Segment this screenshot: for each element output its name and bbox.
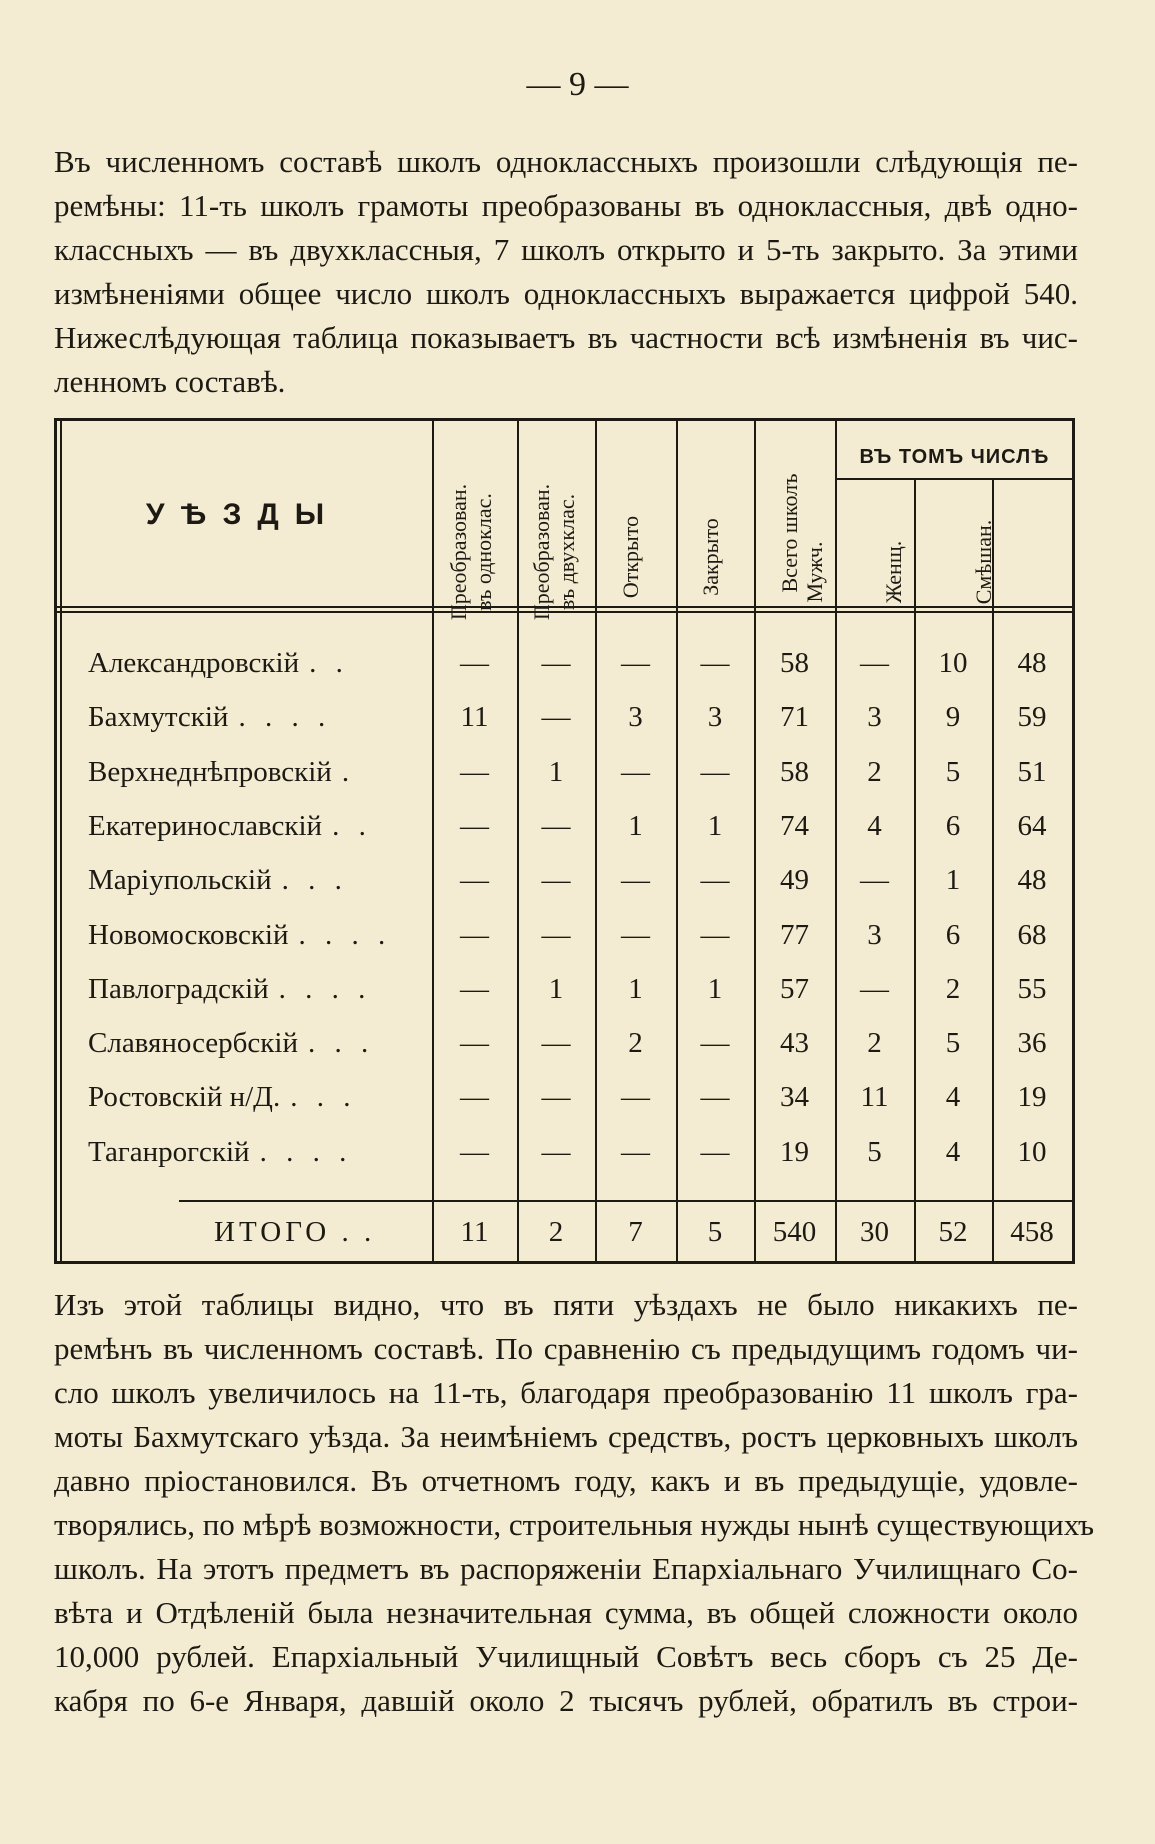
cell-c2: —: [541, 701, 571, 733]
uezd-name-text: Таганрогскій: [88, 1136, 250, 1168]
cell-c2: —: [541, 810, 571, 842]
text-line: Изъ этой таблицы видно, что въ пяти уѣздахъ не было никакихъ пе-: [54, 1287, 1078, 1322]
header-preobr-dvukhklas: [529, 452, 585, 652]
header-line: Преобразован.: [446, 483, 471, 621]
cell-c4: 5: [707, 1216, 723, 1248]
text-line: школъ. На этотъ предметъ въ распоряженіи Епархіальнаго Училищнаго Со-: [54, 1551, 1078, 1586]
cell-mix: 36: [1017, 1027, 1047, 1059]
leader-dots: . . . .: [259, 1136, 353, 1168]
table-row: [54, 1016, 1074, 1070]
uezd-name: [88, 1125, 432, 1179]
schools-table: [54, 418, 1074, 1264]
cell-c1: —: [460, 1136, 489, 1168]
cell-c3: 7: [628, 1216, 643, 1248]
cell-f: 4: [945, 1136, 961, 1168]
cell-c3: —: [621, 756, 650, 788]
cell-c3: —: [621, 864, 650, 896]
cell-total: 49: [780, 864, 809, 896]
uezd-name: [88, 853, 432, 907]
cell-mix: 458: [1010, 1216, 1054, 1248]
cell-mix: 48: [1017, 647, 1047, 679]
cell-c1: —: [460, 1027, 489, 1059]
cell-total: 540: [772, 1216, 817, 1248]
cell-f: 52: [938, 1216, 968, 1248]
cell-total: 74: [780, 810, 809, 842]
uezd-name-text: Ростовскій н/Д.: [88, 1081, 281, 1113]
cell-mix: 19: [1017, 1081, 1047, 1113]
cell-m: —: [860, 864, 889, 896]
uezd-name-text: ИТОГО . .: [214, 1216, 376, 1248]
uezd-name-text: Екатеринославскій: [88, 810, 323, 842]
text-line: Нижеслѣдующая таблица показываетъ въ частности всѣ измѣненія въ чис-: [54, 320, 1078, 355]
uezd-name-text: Бахмутскій: [88, 701, 229, 733]
cell-m: 5: [867, 1136, 882, 1168]
cell-m: 3: [867, 919, 882, 951]
text-line: измѣненіями общее число школъ одноклассныхъ выражается цифрой 540.: [54, 276, 1078, 311]
header-vsego: Всего школъ: [777, 473, 802, 593]
leader-dots: . . .: [307, 1027, 375, 1059]
header-line: въ двухклас.: [554, 493, 579, 611]
leader-dots: . . . .: [278, 973, 372, 1005]
total-label: [214, 1205, 432, 1259]
uezd-name: [88, 1016, 432, 1070]
uezd-name: [88, 799, 432, 853]
uezd-name: [88, 690, 432, 744]
cell-f: 9: [945, 701, 961, 733]
cell-c1: 11: [460, 1216, 489, 1248]
cell-c3: —: [621, 1136, 650, 1168]
cell-c3: 1: [628, 810, 643, 842]
cell-mix: 55: [1017, 973, 1047, 1005]
page-number: — 9 —: [526, 66, 629, 103]
uezd-name-text: Павлоградскій: [88, 973, 269, 1005]
leader-dots: . . . .: [238, 701, 332, 733]
text-line: 10,000 рублей. Епархіальный Училищный Совѣтъ весь сборъ съ 25 Де-: [54, 1639, 1078, 1674]
cell-total: 71: [780, 701, 809, 733]
table-row: [54, 853, 1074, 907]
intro-paragraph: [54, 140, 1078, 404]
cell-c3: 2: [628, 1027, 643, 1059]
cell-c4: —: [700, 864, 730, 896]
cell-total: 58: [780, 647, 809, 679]
cell-c4: 1: [707, 973, 723, 1005]
text-line: Въ численномъ составѣ школъ одноклассныхъ произошли слѣдующія пе-: [54, 144, 1078, 179]
uezd-name-text: Славяносербскій: [88, 1027, 298, 1059]
cell-mix: 51: [1017, 756, 1047, 788]
header-zhensh: Женщ.: [881, 540, 906, 604]
cell-c2: 2: [548, 1216, 564, 1248]
cell-f: 5: [945, 756, 961, 788]
uezd-name-text: Новомосковскій: [88, 919, 289, 951]
leader-dots: . .: [309, 647, 349, 679]
table-row: [54, 1125, 1074, 1179]
text-line: классныхъ — въ двухклассныя, 7 школъ открыто и 5-ть закрыто. За этими: [54, 232, 1078, 267]
cell-c4: 1: [707, 810, 723, 842]
table-row: [54, 745, 1074, 799]
leader-dots: .: [341, 756, 356, 788]
table-row: [54, 690, 1074, 744]
cell-m: 2: [867, 1027, 882, 1059]
cell-total: 77: [780, 919, 809, 951]
cell-c2: —: [541, 864, 571, 896]
uezd-name: [88, 745, 432, 799]
cell-c4: —: [700, 1081, 730, 1113]
table-top-rule: [54, 418, 1074, 421]
cell-c4: 3: [707, 701, 723, 733]
cell-m: 11: [860, 1081, 889, 1113]
table-bottom-rule: [54, 1261, 1074, 1264]
cell-c2: —: [541, 647, 571, 679]
uezd-name: [88, 636, 432, 690]
text-line: давно пріостановился. Въ отчетномъ году, какъ и въ предыдущіе, удовле-: [54, 1463, 1078, 1498]
cell-c1: 11: [460, 701, 489, 733]
cell-c3: 3: [628, 701, 643, 733]
cell-total: 19: [780, 1136, 809, 1168]
cell-f: 4: [945, 1081, 961, 1113]
header-muzh: Мужч.: [802, 541, 827, 603]
text-line: моты Бахмутскаго уѣзда. За неимѣніемъ средствъ, ростъ церковныхъ школъ: [54, 1419, 1078, 1454]
uezd-name: [88, 962, 432, 1016]
text-line: ремѣны: 11-ть школъ грамоты преобразованы въ одноклассныя, двѣ одно-: [54, 188, 1078, 223]
cell-c3: —: [621, 1081, 650, 1113]
header-line: Преобразован.: [529, 483, 554, 621]
leader-dots: . . . .: [298, 919, 392, 951]
header-preobr-odnoklas: [446, 452, 502, 652]
cell-c1: —: [460, 973, 489, 1005]
cell-total: 58: [780, 756, 809, 788]
table-row: [54, 962, 1074, 1016]
text-line: ленномъ составѣ.: [54, 364, 286, 399]
cell-f: 5: [945, 1027, 961, 1059]
cell-c1: —: [460, 1081, 489, 1113]
cell-c4: —: [700, 1136, 730, 1168]
uezd-name-text: Александровскій: [88, 647, 300, 679]
table-row: [54, 908, 1074, 962]
cell-m: 2: [867, 756, 882, 788]
cell-c4: —: [700, 1027, 730, 1059]
cell-f: 1: [945, 864, 961, 896]
leader-dots: . . .: [281, 864, 348, 896]
text-line: ремѣнъ въ численномъ составѣ. По сравненію съ предыдущимъ годомъ чи-: [54, 1331, 1078, 1366]
group-header-rule: [835, 478, 1074, 480]
cell-c2: —: [541, 919, 571, 951]
cell-c4: —: [700, 756, 730, 788]
table-row: [54, 1070, 1074, 1124]
cell-mix: 48: [1017, 864, 1047, 896]
header-uezdy: УѢЗДЫ: [145, 498, 341, 531]
cell-c2: 1: [548, 973, 564, 1005]
cell-c3: —: [621, 647, 650, 679]
cell-c1: —: [460, 647, 489, 679]
cell-c4: —: [700, 647, 730, 679]
uezd-name: [88, 1070, 432, 1124]
cell-m: 4: [867, 810, 882, 842]
cell-c1: —: [460, 810, 489, 842]
cell-c4: —: [700, 919, 730, 951]
cell-c1: —: [460, 756, 489, 788]
cell-c2: 1: [548, 756, 564, 788]
total-row: [54, 1205, 1074, 1259]
cell-c1: —: [460, 864, 489, 896]
cell-total: 34: [780, 1081, 809, 1113]
cell-c1: —: [460, 919, 489, 951]
total-rule: [179, 1200, 1074, 1202]
cell-m: —: [860, 647, 889, 679]
header-smesh: Смѣшан.: [971, 519, 996, 605]
leader-dots: . .: [332, 810, 372, 842]
header-otkryto: Открыто: [618, 515, 643, 599]
cell-f: 6: [945, 810, 961, 842]
conclusion-paragraph: [54, 1283, 1095, 1723]
header-line: въ одноклас.: [471, 493, 496, 611]
cell-mix: 68: [1017, 919, 1047, 951]
text-line: творялись, по мѣрѣ возможности, строительныя нужды нынѣ существующихъ: [54, 1507, 1095, 1542]
cell-f: 6: [945, 919, 961, 951]
table-row: [54, 636, 1074, 690]
cell-total: 57: [780, 973, 809, 1005]
cell-mix: 10: [1017, 1136, 1047, 1168]
cell-f: 2: [945, 973, 961, 1005]
header-v-tom-chisle: ВЪ ТОМЪ ЧИСЛѢ: [859, 446, 1050, 468]
cell-mix: 64: [1017, 810, 1047, 842]
uezd-name: [88, 908, 432, 962]
cell-m: 3: [867, 701, 882, 733]
cell-m: —: [860, 973, 889, 1005]
cell-c3: 1: [628, 973, 643, 1005]
cell-c2: —: [541, 1081, 571, 1113]
text-line: вѣта и Отдѣленій была незначительная сумма, въ общей сложности около: [54, 1595, 1078, 1630]
cell-mix: 59: [1017, 701, 1047, 733]
text-line: сло школъ увеличилось на 11-ть, благодаря преобразованію 11 школъ гра-: [54, 1375, 1078, 1410]
cell-f: 10: [938, 647, 968, 679]
header-zakryto: Закрыто: [698, 518, 723, 596]
cell-c2: —: [541, 1136, 571, 1168]
uezd-name-text: Маріупольскій: [88, 864, 272, 896]
leader-dots: . . .: [290, 1081, 357, 1113]
table-row: [54, 799, 1074, 853]
cell-c3: —: [621, 919, 650, 951]
uezd-name-text: Верхнеднѣпровскій: [88, 756, 332, 788]
text-line: кабря по 6-е Января, давшій около 2 тысячъ рублей, обратилъ въ строи-: [54, 1683, 1078, 1718]
cell-c2: —: [541, 1027, 571, 1059]
cell-total: 43: [780, 1027, 809, 1059]
cell-m: 30: [860, 1216, 889, 1248]
